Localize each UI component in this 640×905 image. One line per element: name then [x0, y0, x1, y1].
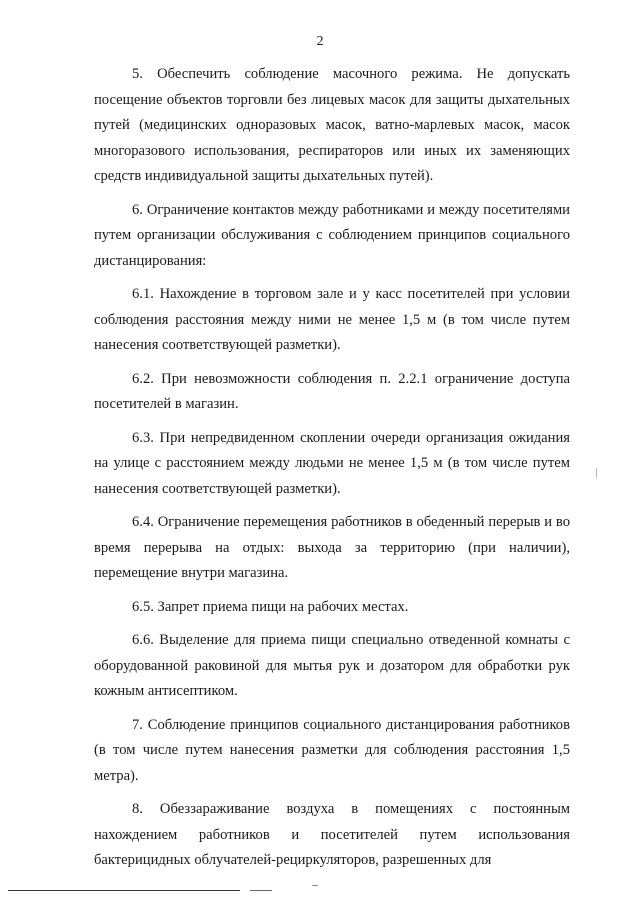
margin-scan-mark — [596, 468, 597, 478]
paragraph-6-2: 6.2. При невозможности соблюдения п. 2.2.1 ограничение доступа посетителей в магазин. — [94, 370, 570, 412]
footer-rule-segment — [250, 890, 272, 891]
paragraph-6: 6. Ограничение контактов между работниками и между посетителями путем организации обслуживания с соблюдением принципов социального дистанцирования: — [94, 201, 570, 269]
paragraph-5: 5. Обеспечить соблюдение масочного режима. Не допускать посещение объектов торговли без лицевых масок для защиты дыхательных путей (медицинских одноразовых масок, ватно-марлевых масок, масок многоразового использования, респираторов или иных их заменяющих средств индивидуальной защиты дыхательных путей). — [94, 66, 570, 184]
page-number: 2 — [316, 34, 324, 49]
paragraph-8: 8. Обеззараживание воздуха в помещениях с постоянным нахождением работников и посетителей путем использования бактерицидных облучателей-рециркуляторов, разрешенных для — [94, 801, 570, 868]
paragraph-6-5: 6.5. Запрет приема пищи на рабочих местах. — [132, 598, 409, 615]
paragraph-6-1: 6.1. Нахождение в торговом зале и у касс посетителей при условии соблюдения расстояния между ними не менее 1,5 м (в том числе путем нанесения соответствующей разметки). — [94, 286, 570, 353]
paragraph-6-6: 6.6. Выделение для приема пищи специально отведенной комнаты с оборудованной раковиной для мытья рук и дозатором для обработки рук кожным антисептиком. — [94, 632, 570, 699]
footer-rule — [8, 890, 240, 891]
paragraph-6-4: 6.4. Ограничение перемещения работников в обеденный перерыв и во время перерыва на отдых: выхода за территорию (при наличии), перемещение внутри магазина. — [94, 514, 570, 581]
footer-scan-mark — [312, 885, 318, 886]
document-body — [94, 62, 570, 882]
paragraph-6-3: 6.3. При непредвиденном скоплении очереди организация ожидания на улице с расстоянием между людьми не менее 1,5 м (в том числе путем нанесения соответствующей разметки). — [94, 429, 570, 497]
paragraph-7: 7. Соблюдение принципов социального дистанцирования работников (в том числе путем нанесения разметки для соблюдения расстояния 1,5 метра). — [94, 716, 570, 784]
